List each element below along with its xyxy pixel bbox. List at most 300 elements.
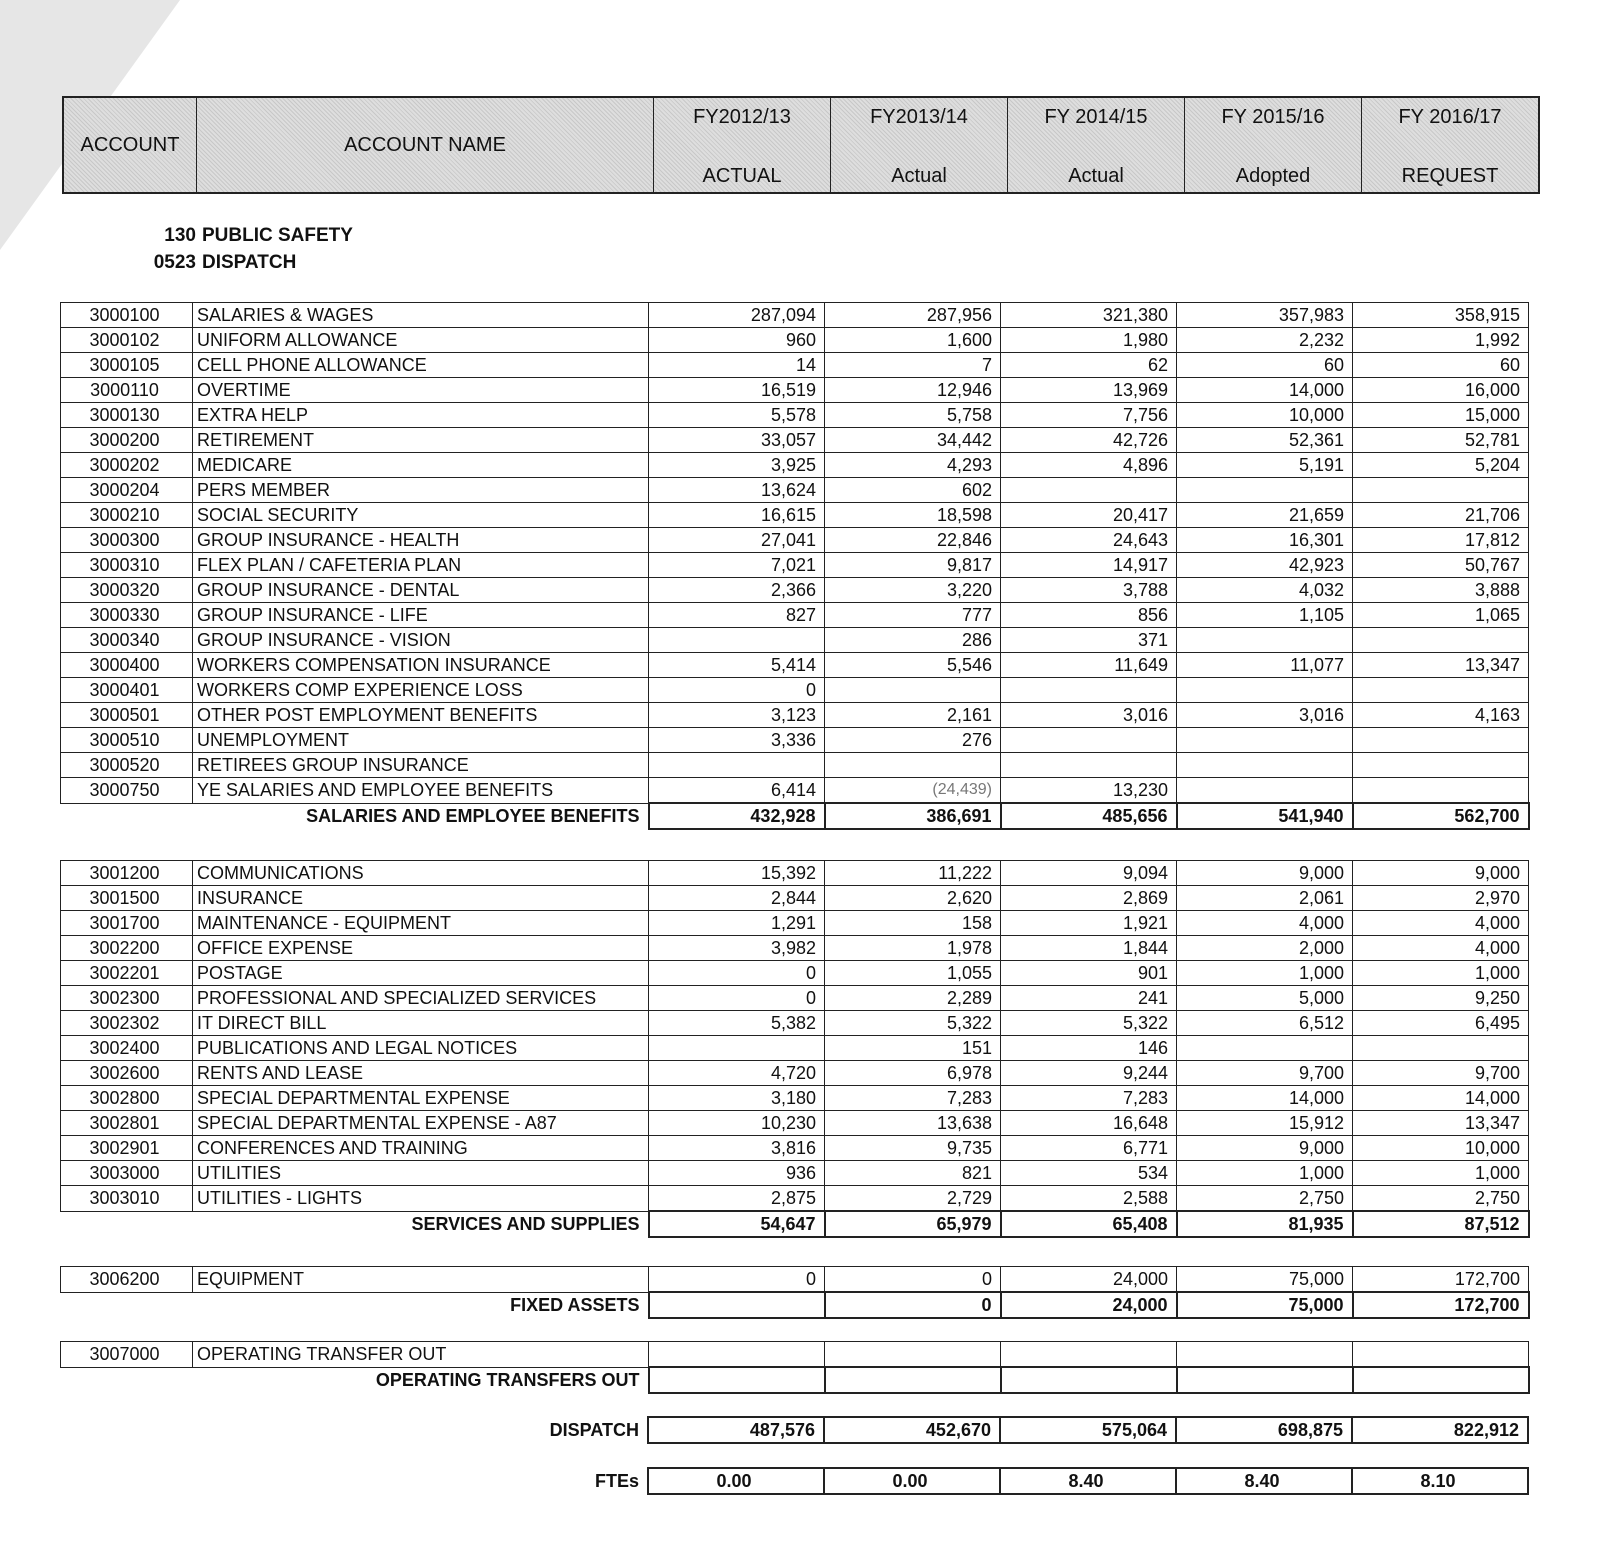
amount-cell: 158 bbox=[825, 911, 1001, 936]
amount-cell: 11,222 bbox=[825, 861, 1001, 886]
account-code: 3002400 bbox=[61, 1036, 193, 1061]
amount-cell: 3,220 bbox=[825, 578, 1001, 603]
table-row bbox=[61, 778, 1529, 804]
amount-cell bbox=[1353, 678, 1529, 703]
table-row bbox=[61, 911, 1529, 936]
account-code: 3002300 bbox=[61, 986, 193, 1011]
account-code: 3002302 bbox=[61, 1011, 193, 1036]
account-name: WORKERS COMP EXPERIENCE LOSS bbox=[193, 678, 649, 703]
amount-cell: 276 bbox=[825, 728, 1001, 753]
subtotal-amount: 65,408 bbox=[1001, 1211, 1177, 1237]
salaries-table bbox=[60, 302, 1530, 830]
amount-cell: 1,105 bbox=[1177, 603, 1353, 628]
amount-cell: 3,016 bbox=[1001, 703, 1177, 728]
account-name: GROUP INSURANCE - DENTAL bbox=[193, 578, 649, 603]
amount-cell: 60 bbox=[1177, 353, 1353, 378]
amount-cell: 1,055 bbox=[825, 961, 1001, 986]
amount-cell: 52,361 bbox=[1177, 428, 1353, 453]
subtotal-amount bbox=[1001, 1367, 1177, 1393]
amount-cell: 6,512 bbox=[1177, 1011, 1353, 1036]
table-row bbox=[61, 886, 1529, 911]
fiscal-year: FY2012/13 bbox=[693, 106, 791, 128]
account-code: 3000204 bbox=[61, 478, 193, 503]
account-code: 3002200 bbox=[61, 936, 193, 961]
amount-cell bbox=[1353, 1342, 1529, 1368]
account-name: OPERATING TRANSFER OUT bbox=[193, 1342, 649, 1368]
table-row bbox=[61, 1136, 1529, 1161]
account-name: POSTAGE bbox=[193, 961, 649, 986]
amount-cell: 6,978 bbox=[825, 1061, 1001, 1086]
total-amount: 0.00 bbox=[648, 1468, 824, 1494]
amount-cell: 936 bbox=[649, 1161, 825, 1186]
table-row bbox=[61, 303, 1529, 328]
account-code: 3006200 bbox=[61, 1267, 193, 1293]
amount-cell: 4,896 bbox=[1001, 453, 1177, 478]
amount-cell: 34,442 bbox=[825, 428, 1001, 453]
amount-cell: 0 bbox=[649, 961, 825, 986]
amount-cell: 2,869 bbox=[1001, 886, 1177, 911]
table-row bbox=[61, 728, 1529, 753]
amount-cell: 9,000 bbox=[1353, 861, 1529, 886]
account-name: OVERTIME bbox=[193, 378, 649, 403]
account-code: 3000102 bbox=[61, 328, 193, 353]
amount-cell: 2,588 bbox=[1001, 1186, 1177, 1212]
transfers-table bbox=[60, 1341, 1530, 1394]
fiscal-year: FY 2016/17 bbox=[1398, 106, 1502, 128]
account-name: IT DIRECT BILL bbox=[193, 1011, 649, 1036]
fund-heading bbox=[140, 225, 353, 247]
account-code: 3000202 bbox=[61, 453, 193, 478]
total-amount: 698,875 bbox=[1176, 1417, 1352, 1443]
subtotal-amount bbox=[825, 1367, 1001, 1393]
table-row bbox=[61, 403, 1529, 428]
amount-cell: 10,000 bbox=[1353, 1136, 1529, 1161]
amount-cell: 9,000 bbox=[1177, 1136, 1353, 1161]
amount-cell: 2,620 bbox=[825, 886, 1001, 911]
amount-cell: 2,729 bbox=[825, 1186, 1001, 1212]
total-amount: 8.10 bbox=[1352, 1468, 1528, 1494]
amount-cell: 50,767 bbox=[1353, 553, 1529, 578]
amount-cell: 13,969 bbox=[1001, 378, 1177, 403]
table-row bbox=[61, 961, 1529, 986]
account-name: CONFERENCES AND TRAINING bbox=[193, 1136, 649, 1161]
account-code: 3000110 bbox=[61, 378, 193, 403]
account-code: 3007000 bbox=[61, 1342, 193, 1368]
services-table bbox=[60, 860, 1530, 1238]
amount-cell: 5,382 bbox=[649, 1011, 825, 1036]
amount-cell: 2,161 bbox=[825, 703, 1001, 728]
account-code: 3000400 bbox=[61, 653, 193, 678]
account-code: 3000401 bbox=[61, 678, 193, 703]
amount-cell bbox=[1177, 728, 1353, 753]
amount-cell: 357,983 bbox=[1177, 303, 1353, 328]
account-code: 3000340 bbox=[61, 628, 193, 653]
amount-cell: 821 bbox=[825, 1161, 1001, 1186]
amount-cell: 13,347 bbox=[1353, 653, 1529, 678]
amount-cell: 5,322 bbox=[1001, 1011, 1177, 1036]
amount-cell: 1,992 bbox=[1353, 328, 1529, 353]
account-name: SPECIAL DEPARTMENTAL EXPENSE bbox=[193, 1086, 649, 1111]
amount-cell: 10,000 bbox=[1177, 403, 1353, 428]
table-row bbox=[61, 603, 1529, 628]
amount-cell: (24,439) bbox=[825, 778, 1001, 804]
account-code: 3000100 bbox=[61, 303, 193, 328]
table-row bbox=[61, 478, 1529, 503]
amount-cell bbox=[1177, 778, 1353, 804]
amount-cell: 6,414 bbox=[649, 778, 825, 804]
account-name: GROUP INSURANCE - VISION bbox=[193, 628, 649, 653]
amount-cell: 3,888 bbox=[1353, 578, 1529, 603]
account-name: EXTRA HELP bbox=[193, 403, 649, 428]
amount-cell: 286 bbox=[825, 628, 1001, 653]
account-code: 3000105 bbox=[61, 353, 193, 378]
table-row bbox=[61, 753, 1529, 778]
amount-cell bbox=[1001, 753, 1177, 778]
account-code: 3001200 bbox=[61, 861, 193, 886]
amount-cell: 6,495 bbox=[1353, 1011, 1529, 1036]
amount-cell: 42,726 bbox=[1001, 428, 1177, 453]
amount-cell: 15,000 bbox=[1353, 403, 1529, 428]
table-row bbox=[61, 1267, 1529, 1293]
table-row bbox=[61, 628, 1529, 653]
amount-cell: 7,021 bbox=[649, 553, 825, 578]
amount-cell: 146 bbox=[1001, 1036, 1177, 1061]
amount-cell: 5,546 bbox=[825, 653, 1001, 678]
amount-cell bbox=[649, 628, 825, 653]
account-name: UTILITIES bbox=[193, 1161, 649, 1186]
table-row bbox=[61, 678, 1529, 703]
amount-cell: 6,771 bbox=[1001, 1136, 1177, 1161]
amount-cell: 321,380 bbox=[1001, 303, 1177, 328]
amount-cell: 4,293 bbox=[825, 453, 1001, 478]
subtotal-row bbox=[61, 803, 1529, 829]
amount-cell bbox=[1177, 1342, 1353, 1368]
amount-cell: 1,000 bbox=[1353, 961, 1529, 986]
account-code: 3000501 bbox=[61, 703, 193, 728]
subtotal-row bbox=[61, 1292, 1529, 1318]
amount-cell: 3,123 bbox=[649, 703, 825, 728]
amount-cell bbox=[1001, 1342, 1177, 1368]
amount-cell: 5,191 bbox=[1177, 453, 1353, 478]
amount-cell: 13,624 bbox=[649, 478, 825, 503]
table-row bbox=[61, 353, 1529, 378]
amount-cell: 16,000 bbox=[1353, 378, 1529, 403]
subtotal-spacer bbox=[61, 803, 193, 829]
amount-cell bbox=[649, 1036, 825, 1061]
amount-cell: 2,844 bbox=[649, 886, 825, 911]
amount-cell: 2,289 bbox=[825, 986, 1001, 1011]
amount-cell: 16,301 bbox=[1177, 528, 1353, 553]
amount-cell bbox=[1001, 728, 1177, 753]
amount-cell: 827 bbox=[649, 603, 825, 628]
amount-cell: 3,336 bbox=[649, 728, 825, 753]
amount-cell: 24,000 bbox=[1001, 1267, 1177, 1293]
account-code: 3000750 bbox=[61, 778, 193, 804]
amount-cell bbox=[825, 753, 1001, 778]
amount-cell: 287,094 bbox=[649, 303, 825, 328]
subtotal-amount bbox=[649, 1292, 825, 1318]
amount-cell: 2,970 bbox=[1353, 886, 1529, 911]
account-name: EQUIPMENT bbox=[193, 1267, 649, 1293]
amount-cell: 14 bbox=[649, 353, 825, 378]
department-heading bbox=[140, 252, 296, 274]
table-row bbox=[61, 986, 1529, 1011]
account-code: 3000210 bbox=[61, 503, 193, 528]
total-amount: 8.40 bbox=[1000, 1468, 1176, 1494]
amount-cell: 20,417 bbox=[1001, 503, 1177, 528]
account-name: GROUP INSURANCE - LIFE bbox=[193, 603, 649, 628]
amount-cell: 3,788 bbox=[1001, 578, 1177, 603]
amount-cell: 3,925 bbox=[649, 453, 825, 478]
year-type: REQUEST bbox=[1401, 165, 1499, 187]
subtotal-amount bbox=[1177, 1367, 1353, 1393]
amount-cell: 960 bbox=[649, 328, 825, 353]
table-row bbox=[61, 428, 1529, 453]
table-row bbox=[61, 453, 1529, 478]
table-row bbox=[61, 1036, 1529, 1061]
amount-cell: 27,041 bbox=[649, 528, 825, 553]
account-name: YE SALARIES AND EMPLOYEE BENEFITS bbox=[193, 778, 649, 804]
amount-cell: 9,700 bbox=[1177, 1061, 1353, 1086]
amount-cell: 7,756 bbox=[1001, 403, 1177, 428]
amount-cell: 1,980 bbox=[1001, 328, 1177, 353]
amount-cell: 2,366 bbox=[649, 578, 825, 603]
subtotal-amount: 54,647 bbox=[649, 1211, 825, 1237]
amount-cell: 371 bbox=[1001, 628, 1177, 653]
amount-cell: 16,519 bbox=[649, 378, 825, 403]
year-header bbox=[831, 97, 1008, 193]
amount-cell: 172,700 bbox=[1353, 1267, 1529, 1293]
total-spacer bbox=[60, 1468, 192, 1494]
amount-cell: 3,982 bbox=[649, 936, 825, 961]
amount-cell: 14,000 bbox=[1177, 1086, 1353, 1111]
account-code: 3000330 bbox=[61, 603, 193, 628]
amount-cell bbox=[1177, 753, 1353, 778]
amount-cell: 1,000 bbox=[1177, 961, 1353, 986]
account-code: 3000130 bbox=[61, 403, 193, 428]
amount-cell: 1,000 bbox=[1353, 1161, 1529, 1186]
amount-cell: 18,598 bbox=[825, 503, 1001, 528]
account-code: 3001500 bbox=[61, 886, 193, 911]
subtotal-amount bbox=[1353, 1367, 1529, 1393]
subtotal-amount: 172,700 bbox=[1353, 1292, 1529, 1318]
subtotal-label: SERVICES AND SUPPLIES bbox=[193, 1211, 649, 1237]
year-type: Actual bbox=[891, 165, 947, 187]
table-row bbox=[61, 553, 1529, 578]
total-amount: 0.00 bbox=[824, 1468, 1000, 1494]
amount-cell bbox=[1177, 478, 1353, 503]
account-name: PERS MEMBER bbox=[193, 478, 649, 503]
subtotal-amount bbox=[649, 1367, 825, 1393]
amount-cell: 9,244 bbox=[1001, 1061, 1177, 1086]
subtotal-row bbox=[61, 1211, 1529, 1237]
account-name: PROFESSIONAL AND SPECIALIZED SERVICES bbox=[193, 986, 649, 1011]
amount-cell bbox=[1353, 628, 1529, 653]
department-code: 0523 bbox=[153, 252, 196, 273]
amount-cell: 358,915 bbox=[1353, 303, 1529, 328]
amount-cell bbox=[1177, 678, 1353, 703]
total-amount: 575,064 bbox=[1000, 1417, 1176, 1443]
amount-cell: 1,065 bbox=[1353, 603, 1529, 628]
amount-cell: 5,000 bbox=[1177, 986, 1353, 1011]
table-row bbox=[61, 1342, 1529, 1368]
table-row bbox=[61, 1186, 1529, 1212]
table-row bbox=[61, 1011, 1529, 1036]
amount-cell: 17,812 bbox=[1353, 528, 1529, 553]
account-name: MEDICARE bbox=[193, 453, 649, 478]
amount-cell: 7 bbox=[825, 353, 1001, 378]
amount-cell: 5,758 bbox=[825, 403, 1001, 428]
amount-cell bbox=[1001, 478, 1177, 503]
amount-cell: 13,638 bbox=[825, 1111, 1001, 1136]
total-spacer bbox=[60, 1417, 192, 1443]
amount-cell bbox=[825, 1342, 1001, 1368]
amount-cell: 52,781 bbox=[1353, 428, 1529, 453]
amount-cell: 62 bbox=[1001, 353, 1177, 378]
amount-cell: 11,649 bbox=[1001, 653, 1177, 678]
account-name: SOCIAL SECURITY bbox=[193, 503, 649, 528]
account-name: INSURANCE bbox=[193, 886, 649, 911]
amount-cell: 21,659 bbox=[1177, 503, 1353, 528]
amount-cell: 15,392 bbox=[649, 861, 825, 886]
subtotal-label: SALARIES AND EMPLOYEE BENEFITS bbox=[193, 803, 649, 829]
table-row bbox=[61, 578, 1529, 603]
amount-cell: 4,032 bbox=[1177, 578, 1353, 603]
table-row bbox=[61, 328, 1529, 353]
table-row bbox=[61, 503, 1529, 528]
amount-cell: 42,923 bbox=[1177, 553, 1353, 578]
amount-cell: 9,700 bbox=[1353, 1061, 1529, 1086]
amount-cell: 9,000 bbox=[1177, 861, 1353, 886]
amount-cell: 9,250 bbox=[1353, 986, 1529, 1011]
amount-cell bbox=[1177, 1036, 1353, 1061]
amount-cell: 0 bbox=[649, 1267, 825, 1293]
total-amount: 822,912 bbox=[1352, 1417, 1528, 1443]
amount-cell: 602 bbox=[825, 478, 1001, 503]
amount-cell: 4,000 bbox=[1353, 936, 1529, 961]
amount-cell: 1,921 bbox=[1001, 911, 1177, 936]
amount-cell: 901 bbox=[1001, 961, 1177, 986]
table-row bbox=[61, 653, 1529, 678]
account-name: WORKERS COMPENSATION INSURANCE bbox=[193, 653, 649, 678]
amount-cell bbox=[825, 678, 1001, 703]
account-code: 3002800 bbox=[61, 1086, 193, 1111]
year-header bbox=[1008, 97, 1185, 193]
fixed-assets-table bbox=[60, 1266, 1530, 1319]
amount-cell: 4,000 bbox=[1353, 911, 1529, 936]
table-row bbox=[61, 528, 1529, 553]
total-row bbox=[60, 1417, 1528, 1443]
account-code: 3000310 bbox=[61, 553, 193, 578]
total-label: FTEs bbox=[594, 1471, 639, 1491]
amount-cell: 1,291 bbox=[649, 911, 825, 936]
account-code: 3002901 bbox=[61, 1136, 193, 1161]
account-name: RETIREES GROUP INSURANCE bbox=[193, 753, 649, 778]
account-name: PUBLICATIONS AND LEGAL NOTICES bbox=[193, 1036, 649, 1061]
table-row bbox=[61, 936, 1529, 961]
amount-cell bbox=[649, 753, 825, 778]
amount-cell: 16,615 bbox=[649, 503, 825, 528]
subtotal-spacer bbox=[61, 1367, 193, 1393]
year-header bbox=[654, 97, 831, 193]
subtotal-amount: 541,940 bbox=[1177, 803, 1353, 829]
total-amount: 8.40 bbox=[1176, 1468, 1352, 1494]
amount-cell: 16,648 bbox=[1001, 1111, 1177, 1136]
table-row bbox=[61, 378, 1529, 403]
amount-cell: 15,912 bbox=[1177, 1111, 1353, 1136]
fiscal-year: FY 2014/15 bbox=[1044, 106, 1148, 128]
amount-cell: 7,283 bbox=[1001, 1086, 1177, 1111]
amount-cell: 5,204 bbox=[1353, 453, 1529, 478]
account-name: UNEMPLOYMENT bbox=[193, 728, 649, 753]
amount-cell: 777 bbox=[825, 603, 1001, 628]
total-amount: 452,670 bbox=[824, 1417, 1000, 1443]
amount-cell: 1,844 bbox=[1001, 936, 1177, 961]
subtotal-amount: 81,935 bbox=[1177, 1211, 1353, 1237]
account-name: MAINTENANCE - EQUIPMENT bbox=[193, 911, 649, 936]
account-code: 3000300 bbox=[61, 528, 193, 553]
amount-cell: 241 bbox=[1001, 986, 1177, 1011]
account-name-header: ACCOUNT NAME bbox=[197, 97, 654, 193]
amount-cell bbox=[1353, 728, 1529, 753]
account-code: 3000520 bbox=[61, 753, 193, 778]
subtotal-amount: 75,000 bbox=[1177, 1292, 1353, 1318]
subtotal-amount: 0 bbox=[825, 1292, 1001, 1318]
amount-cell bbox=[649, 1342, 825, 1368]
amount-cell: 14,000 bbox=[1177, 378, 1353, 403]
amount-cell: 1,000 bbox=[1177, 1161, 1353, 1186]
amount-cell: 75,000 bbox=[1177, 1267, 1353, 1293]
table-row bbox=[61, 1161, 1529, 1186]
amount-cell: 24,643 bbox=[1001, 528, 1177, 553]
dispatch-total-table bbox=[60, 1416, 1529, 1444]
amount-cell: 2,750 bbox=[1353, 1186, 1529, 1212]
account-code: 3002201 bbox=[61, 961, 193, 986]
amount-cell: 2,000 bbox=[1177, 936, 1353, 961]
amount-cell: 13,230 bbox=[1001, 778, 1177, 804]
fte-table bbox=[60, 1467, 1529, 1495]
year-header bbox=[1185, 97, 1362, 193]
amount-cell bbox=[1353, 478, 1529, 503]
amount-cell: 22,846 bbox=[825, 528, 1001, 553]
amount-cell: 33,057 bbox=[649, 428, 825, 453]
amount-cell: 4,720 bbox=[649, 1061, 825, 1086]
year-type: Adopted bbox=[1235, 165, 1311, 187]
amount-cell: 60 bbox=[1353, 353, 1529, 378]
account-name: SALARIES & WAGES bbox=[193, 303, 649, 328]
amount-cell: 21,706 bbox=[1353, 503, 1529, 528]
table-row bbox=[61, 1111, 1529, 1136]
amount-cell: 3,016 bbox=[1177, 703, 1353, 728]
amount-cell: 14,000 bbox=[1353, 1086, 1529, 1111]
table-row bbox=[61, 1061, 1529, 1086]
subtotal-row bbox=[61, 1367, 1529, 1393]
fund-name: PUBLIC SAFETY bbox=[202, 225, 353, 246]
amount-cell: 3,180 bbox=[649, 1086, 825, 1111]
amount-cell: 2,875 bbox=[649, 1186, 825, 1212]
account-name: COMMUNICATIONS bbox=[193, 861, 649, 886]
amount-cell bbox=[1353, 778, 1529, 804]
subtotal-amount: 65,979 bbox=[825, 1211, 1001, 1237]
account-code: 3002801 bbox=[61, 1111, 193, 1136]
subtotal-label: FIXED ASSETS bbox=[193, 1292, 649, 1318]
amount-cell: 10,230 bbox=[649, 1111, 825, 1136]
amount-cell: 5,414 bbox=[649, 653, 825, 678]
account-name: RENTS AND LEASE bbox=[193, 1061, 649, 1086]
amount-cell: 9,094 bbox=[1001, 861, 1177, 886]
total-amount: 487,576 bbox=[648, 1417, 824, 1443]
amount-cell bbox=[1353, 1036, 1529, 1061]
